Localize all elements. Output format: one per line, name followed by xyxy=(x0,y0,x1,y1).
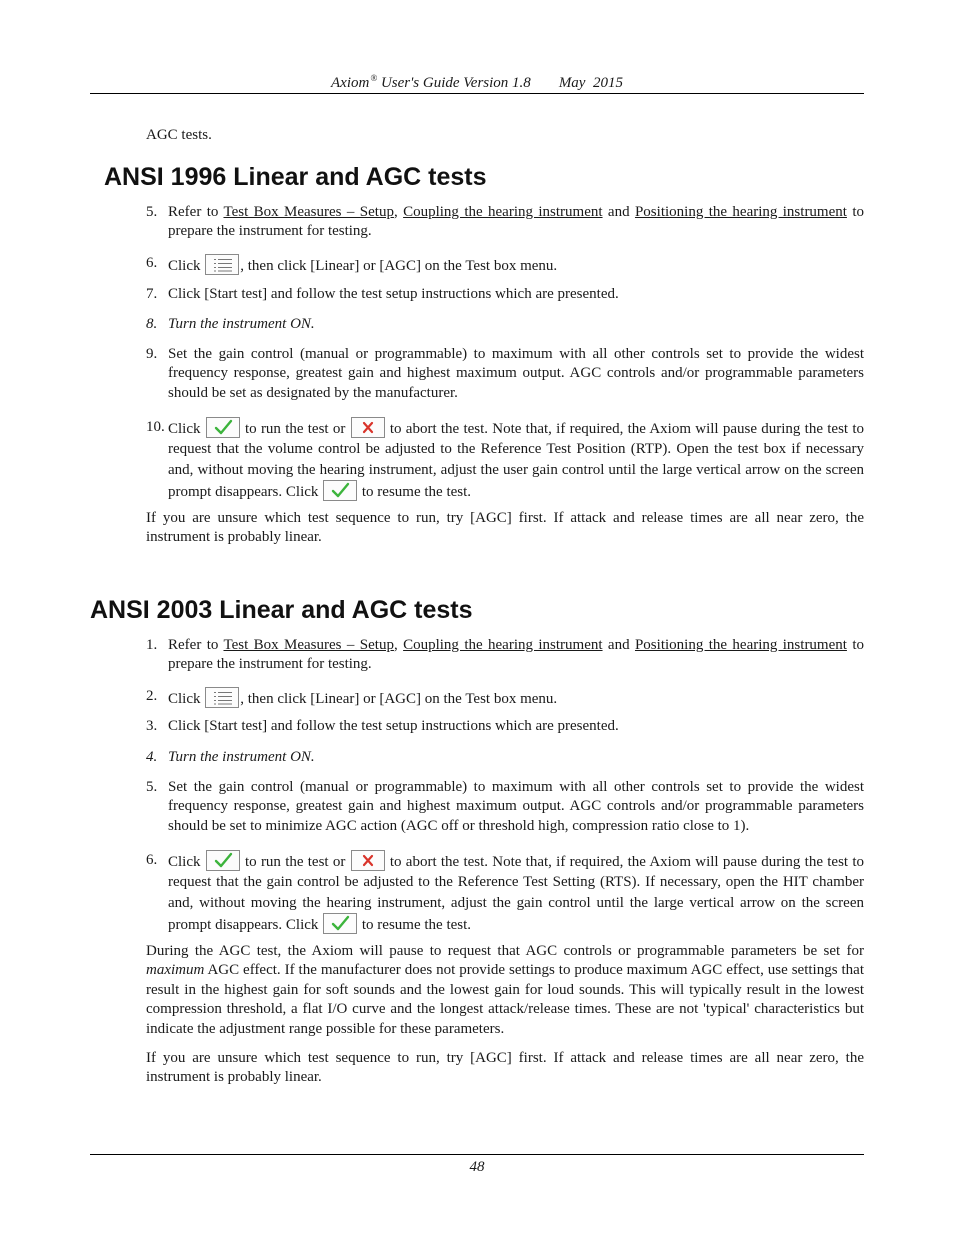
step-1996-9: 9. Set the gain control (manual or programmable) to maximum with all other controls set to provide the widest frequency response, greatest gain and highest maximum output. AGC controls and/or programmable parameters should be set as designated by the manufacturer. xyxy=(146,346,864,401)
cross-icon[interactable] xyxy=(351,850,385,871)
check-icon[interactable] xyxy=(323,913,357,934)
page-header xyxy=(90,68,864,93)
section-title-ansi-2003: ANSI 2003 Linear and AGC tests xyxy=(90,596,473,624)
check-icon[interactable] xyxy=(206,850,240,871)
link-coupling-hearing-instrument[interactable]: Coupling the hearing instrument xyxy=(403,204,603,220)
step-2003-5: 5. Set the gain control (manual or programmable) to maximum with all other controls set to provide the widest frequency response, greatest gain and highest maximum output. AGC controls and/or programmable parameters should be set to minimize AGC action (AGC off or threshold high, compression ratio close to 1). xyxy=(146,779,864,834)
intro-text: AGC tests. xyxy=(146,127,212,143)
step-2003-1: 1. Refer to Test Box Measures – Setup, Coupling the hearing instrument and Positioning the hearing instrument to prepare the instrument for testing. xyxy=(146,637,864,673)
link-positioning-hearing-instrument[interactable]: Positioning the hearing instrument xyxy=(634,637,847,653)
step-2003-3: 3. Click [Start test] and follow the test setup instructions which are presented. xyxy=(146,718,619,734)
agc-maximum-paragraph: During the AGC test, the Axiom will pause to request that AGC controls or programmable parameters be set for maximum AGC effect. If the manufacturer does not provide settings to produce maximum AGC effect, use settings that result in the highest gain for soft sounds and the lowest gain for loud sounds. This will typically result in the lowest compression threshold, a flat I/O curve and the longest attack/release times. These are not 'typical' characteristics but indicate the adjustment range possible for these parameters. xyxy=(146,943,864,1037)
step-1996-7: 7. Click [Start test] and follow the test setup instructions which are presented. xyxy=(146,286,619,302)
section-title-ansi-1996: ANSI 1996 Linear and AGC tests xyxy=(104,163,487,191)
header-guide-title: User's Guide Version 1.8 xyxy=(380,75,531,91)
menu-list-icon[interactable] xyxy=(205,687,239,708)
step-1996-8: 8. Turn the instrument ON. xyxy=(146,316,315,332)
page-number: 48 xyxy=(469,1159,485,1175)
link-test-box-measures-setup[interactable]: Test Box Measures – Setup xyxy=(223,204,394,220)
link-positioning-hearing-instrument[interactable]: Positioning the hearing instrument xyxy=(634,204,847,220)
header-date: May 2015 xyxy=(558,75,623,91)
check-icon[interactable] xyxy=(323,480,357,501)
step-1996-6: 6. Click , then click [Linear] or [AGC] on the Test box menu. xyxy=(146,255,558,274)
section-2003-closing: If you are unsure which test sequence to run, try [AGC] first. If attack and release times are all near zero, the instrument is probably linear. xyxy=(146,1050,864,1086)
step-2003-4: 4. Turn the instrument ON. xyxy=(146,749,315,765)
link-test-box-measures-setup[interactable]: Test Box Measures – Setup xyxy=(223,637,394,653)
step-2003-2: 2. Click , then click [Linear] or [AGC] on the Test box menu. xyxy=(146,688,558,707)
link-coupling-hearing-instrument[interactable]: Coupling the hearing instrument xyxy=(403,637,603,653)
header-rule xyxy=(90,93,864,94)
step-1996-10: 10. Click to run the test or to abort the test. Note that, if required, the Axiom will pause during the test to request that the volume control be adjusted to the Reference Test Position (RTP). Open the test box if necessary and, without moving the hearing instrument, adjust the user gain control until the large vertical arrow on the screen prompt disappears. Click to resume the test. xyxy=(146,419,864,501)
section-1996-closing: If you are unsure which test sequence to run, try [AGC] first. If attack and release times are all near zero, the instrument is probably linear. xyxy=(146,510,864,546)
cross-icon[interactable] xyxy=(351,417,385,438)
header-product: Axiom xyxy=(331,75,370,91)
registered-mark: ® xyxy=(370,73,378,83)
check-icon[interactable] xyxy=(206,417,240,438)
step-2003-6: 6. Click to run the test or to abort the test. Note that, if required, the Axiom will pause during the test to request that the gain control be adjusted to the Reference Test Setting (RTS). If necessary, open the HIT chamber and, without moving the hearing instrument, adjust the gain control until the large vertical arrow on the screen prompt disappears. Click to resume the test. xyxy=(146,852,864,934)
emphasis-maximum: maximum xyxy=(146,962,205,979)
step-1996-5: 5. Refer to Test Box Measures – Setup, Coupling the hearing instrument and Positioning the hearing instrument to prepare the instrument for testing. xyxy=(146,204,864,240)
menu-list-icon[interactable] xyxy=(205,254,239,275)
footer-rule xyxy=(90,1154,864,1155)
